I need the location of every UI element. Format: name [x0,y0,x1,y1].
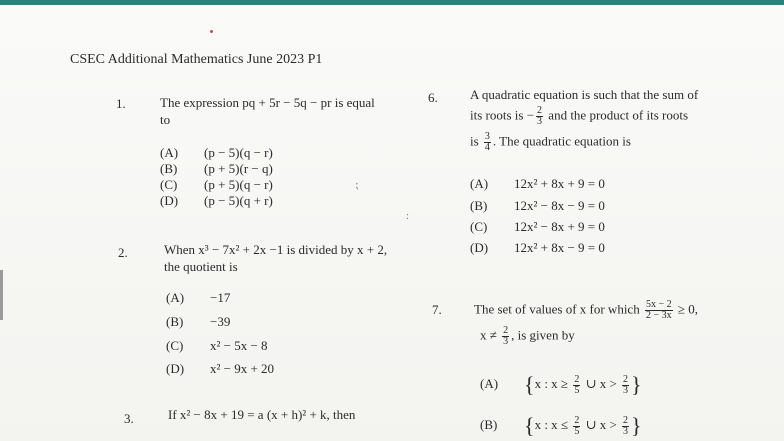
fraction [484,132,491,153]
numerator: 2 [537,105,543,116]
question-number: 6. [428,90,438,105]
option-c [160,177,273,193]
option-label: (C) [166,338,184,353]
option-label: (D) [160,193,179,208]
fraction [573,416,580,437]
denominator: 3 [537,116,543,127]
option-a [166,290,230,306]
question-line [470,132,631,153]
option-a [470,176,605,192]
numerator: 2 [623,373,629,385]
option-text: (p − 5)(q − r) [204,145,273,160]
denominator: 5 [574,425,580,437]
text-fragment: is [470,133,482,149]
question-number: 2. [118,245,128,260]
option-label: (A) [166,290,185,305]
option-b [470,198,605,214]
option-label: (C) [160,177,178,192]
option-text: −17 [210,290,231,305]
question-line: The expression pq + 5r − 5q − pr is equal [160,95,375,110]
option-a [480,372,642,398]
option-a [160,145,273,161]
question-line: the quotient is [164,259,238,274]
numerator: 2 [574,414,580,426]
option-label: (A) [480,375,499,391]
document-page [0,5,784,441]
option-text: 12x² + 8x + 9 = 0 [514,176,605,191]
option-text: x² − 9x + 20 [210,361,275,376]
option-label: (B) [470,198,488,213]
fraction [645,300,673,321]
question-line: A quadratic equation is such that the sum of [470,87,699,102]
text-fragment: . The quadratic equation is [492,133,631,149]
question-text [160,94,375,128]
open-brace: { [524,413,535,438]
fraction [622,375,629,396]
page-edge [0,270,3,320]
option-c [166,338,268,354]
text-fragment: x ≠ [480,327,501,343]
option-b [160,161,273,177]
option-label: (B) [166,314,184,329]
stray-mark: ⁏ [355,179,359,191]
set-text: x : x ≤ [534,416,572,432]
ink-speck [210,30,213,33]
question-line [470,106,688,127]
close-brace: } [631,372,642,397]
option-b [166,314,230,330]
text-fragment: , is given by [511,327,575,343]
numerator: 2 [623,414,629,426]
option-label: (C) [470,219,488,234]
fraction [573,375,580,396]
question-line [480,326,575,347]
numerator: 3 [484,131,490,142]
text-fragment: ≥ 0, [674,301,698,317]
numerator: 5x − 2 [645,299,672,310]
text-fragment: its roots is − [470,107,535,123]
question-line: When x³ − 7x² + 2x −1 is divided by x + 2, [164,242,388,257]
option-label: (D) [470,240,489,255]
stray-mark: : [406,210,410,222]
option-c [470,219,605,235]
fraction [502,326,509,347]
fraction [622,416,629,437]
denominator: 4 [484,142,490,153]
option-text: (p − 5)(q + r) [204,193,273,208]
text-fragment: The set of values of x for which [474,301,643,317]
close-brace: } [631,413,642,438]
page-title: CSEC Additional Mathematics June 2023 P1 [70,52,323,67]
option-d [166,361,274,377]
question-line: to [160,112,171,127]
denominator: 3 [623,425,629,437]
option-text: 12x² + 8x − 9 = 0 [514,240,605,255]
option-label: (D) [166,361,185,376]
numerator: 2 [503,325,509,336]
option-text: x² − 5x − 8 [210,338,268,353]
option-text: (p + 5)(r − q) [204,161,273,176]
option-text: (p + 5)(q − r) [204,177,273,192]
question-text: If x² − 8x + 19 = a (x + h)² + k, then [168,407,356,422]
option-d [470,240,605,256]
fraction [536,106,543,127]
question-number: 1. [116,96,126,111]
set-text: ∪ x > [582,416,621,432]
option-label: (B) [480,416,498,432]
open-brace: { [524,372,535,397]
option-label: (A) [470,176,489,191]
denominator: 5 [574,384,580,396]
denominator: 3 [503,336,509,347]
option-d [160,193,273,209]
numerator: 2 [574,373,580,385]
option-label: (A) [160,145,179,160]
option-label: (B) [160,161,178,176]
text-fragment: and the product of its roots [545,107,689,123]
denominator: 3 [623,384,629,396]
option-b [480,413,642,439]
question-text [164,241,387,275]
question-number: 3. [124,411,134,426]
question-number: 7. [432,302,442,317]
option-text: −39 [210,314,231,329]
set-text: ∪ x > [582,375,621,391]
question-line [474,300,698,321]
set-text: x : x ≥ [534,375,572,391]
denominator: 2 − 3x [645,310,672,321]
option-text: 12x² − 8x + 9 = 0 [514,219,605,234]
option-text: 12x² − 8x − 9 = 0 [514,198,605,213]
